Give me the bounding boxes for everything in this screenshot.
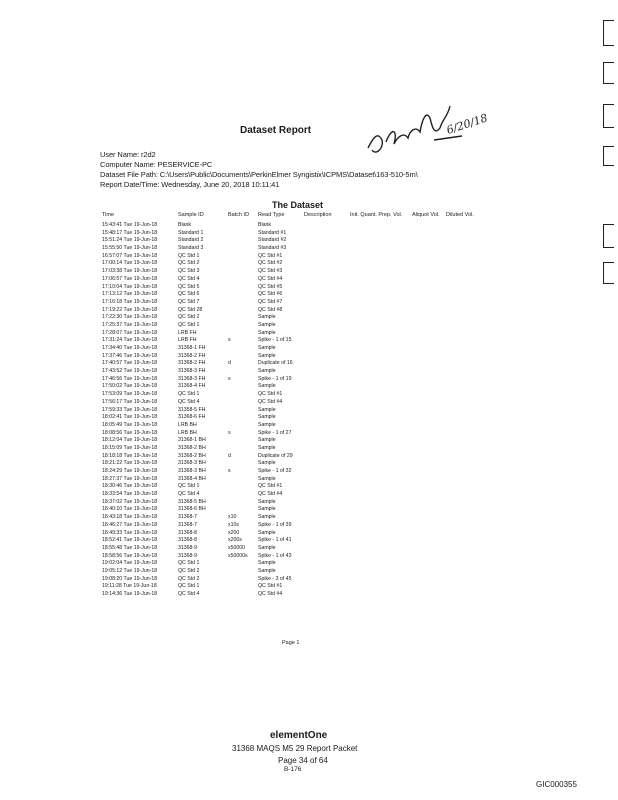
bates-number: GIC000355 [536,780,577,789]
row-sample-id: 31368-8 [178,529,198,536]
table-row [102,453,442,461]
row-read-type: QC Std #1 [258,252,283,259]
row-time: 18:15:09 Tue 19-Jun-18 [102,444,158,451]
table-row [102,506,442,514]
table-row [102,430,442,438]
row-time: 18:52:41 Tue 19-Jun-18 [102,537,158,544]
header-aliquot-vol: Aliquot Vol. [412,212,440,218]
row-sample-id: QC Std 5 [178,283,200,290]
row-time: 17:43:52 Tue 19-Jun-18 [102,368,158,375]
header-sample-id: Sample ID [178,212,204,218]
table-row [102,230,442,238]
row-sample-id: LRB BH [178,429,197,436]
row-sample-id: Blank [178,222,191,228]
table-row [102,583,442,591]
row-sample-id: 31368-1 FH [178,345,206,351]
file-path: Dataset File Path: C:\Users\Public\Documents\PerkinElmer Syngistix\ICPMS\Dataset\163-510-5m\ [100,170,418,179]
row-time: 17:25:37 Tue 19-Jun-18 [102,321,158,328]
row-sample-id: LRB FH [178,337,197,344]
row-read-type: Standard #2 [258,237,287,244]
page-edge-mark [603,62,614,84]
row-sample-id: 31368-2 FH [178,352,206,359]
row-time: 17:22:30 Tue 19-Jun-18 [102,314,158,321]
row-read-type: Standard #1 [258,229,287,236]
row-read-type: Sample [258,498,276,505]
row-read-type: Sample [258,314,276,321]
footer-packet: 31368 MAQS M5 29 Report Packet [232,744,358,753]
row-sample-id: Standard 2 [178,237,204,244]
table-row [102,322,442,330]
row-time: 18:33:54 Tue 19-Jun-18 [102,491,158,498]
row-read-type: Sample [258,383,276,390]
row-sample-id: 31368-2 FH [178,360,206,367]
header-diluted-vol: Diluted Vol. [446,212,474,218]
row-time: 15:51:24 Tue 19-Jun-18 [102,237,158,244]
row-time: 17:59:33 Tue 19-Jun-18 [102,406,158,413]
row-batch-id: x10 [228,514,237,521]
row-read-type: QC Std #1 [258,583,283,590]
row-sample-id: QC Std 1 [178,391,200,398]
table-row [102,422,442,430]
table-row [102,499,442,507]
header-batch-id: Batch ID [228,212,250,218]
table-row [102,330,442,338]
row-read-type: Spike - 1 of 15 [258,337,292,344]
row-read-type: Sample [258,444,276,451]
row-time: 17:19:22 Tue 19-Jun-18 [102,306,158,313]
table-row [102,337,442,345]
row-time: 17:16:18 Tue 19-Jun-18 [102,298,158,305]
row-read-type: Sample [258,437,276,444]
row-sample-id: 31368-3 BH [178,468,206,474]
row-time: 15:43:41 Tue 19-Jun-18 [102,222,158,228]
row-read-type: Spike - 1 of 32 [258,468,292,474]
row-time: 18:08:56 Tue 19-Jun-18 [102,429,158,436]
handwritten-signature [364,96,490,166]
row-sample-id: QC Std 4 [178,275,200,282]
row-time: 18:02:41 Tue 19-Jun-18 [102,414,158,421]
row-time: 17:40:57 Tue 19-Jun-18 [102,360,158,367]
table-row [102,553,442,561]
row-read-type: Sample [258,414,276,421]
table-row [102,445,442,453]
row-sample-id: 31368-7 [178,521,198,528]
table-row [102,391,442,399]
row-time: 19:14:36 Tue 19-Jun-18 [102,591,158,597]
row-sample-id: QC Std 1 [178,583,200,590]
table-row [102,383,442,391]
page-edge-mark [603,146,614,166]
row-sample-id: Standard 1 [178,229,204,236]
row-read-type: Duplicate of 16 [258,360,293,367]
row-read-type: QC Std #7 [258,298,283,305]
header-description: Description [304,212,332,218]
row-sample-id: 31368-5 BH [178,498,206,505]
table-row [102,276,442,284]
row-read-type: Sample [258,544,276,551]
row-time: 16:57:07 Tue 19-Jun-18 [102,252,158,259]
table-row [102,368,442,376]
row-read-type: Sample [258,529,276,536]
signature-date: 6/20/18 [444,111,490,137]
row-sample-id: LRB FH [178,329,197,336]
row-sample-id: QC Std 1 [178,321,200,328]
row-read-type: QC Std #6 [258,291,283,298]
table-row [102,414,442,422]
row-read-type: QC Std #8 [258,306,283,313]
row-time: 15:48:17 Tue 19-Jun-18 [102,229,158,236]
row-time: 17:37:46 Tue 19-Jun-18 [102,352,158,359]
row-time: 19:05:12 Tue 19-Jun-18 [102,567,158,574]
row-time: 17:53:09 Tue 19-Jun-18 [102,391,158,398]
row-read-type: QC Std #1 [258,483,283,490]
row-time: 17:06:57 Tue 19-Jun-18 [102,275,158,282]
row-time: 19:02:04 Tue 19-Jun-18 [102,560,158,567]
table-row [102,560,442,568]
dataset-table [102,222,442,599]
table-row [102,476,442,484]
row-time: 18:05:49 Tue 19-Jun-18 [102,421,158,428]
row-read-type: QC Std #3 [258,268,283,275]
row-sample-id: 31368-2 BH [178,444,206,451]
row-read-type: QC Std #2 [258,260,283,267]
row-read-type: QC Std #5 [258,283,283,290]
row-time: 17:03:38 Tue 19-Jun-18 [102,268,158,275]
row-sample-id: 31368-3 FH [178,368,206,375]
page-edge-mark [603,104,614,128]
row-read-type: Spike - 3 of 45 [258,575,292,582]
row-sample-id: QC Std 1 [178,483,200,490]
row-time: 18:24:29 Tue 19-Jun-18 [102,468,158,474]
row-read-type: Sample [258,345,276,351]
row-batch-id: x10s [228,521,239,528]
table-row [102,253,442,261]
row-read-type: Sample [258,421,276,428]
row-time: 18:37:02 Tue 19-Jun-18 [102,498,158,505]
row-read-type: Sample [258,352,276,359]
row-read-type: Spike - 1 of 41 [258,537,292,544]
row-time: 17:50:02 Tue 19-Jun-18 [102,383,158,390]
table-row [102,522,442,530]
row-time: 18:18:18 Tue 19-Jun-18 [102,452,158,459]
header-init-quant: Init. Quant. Prep. Vol. [350,212,403,218]
header-read-type: Read Type [258,212,285,218]
page-edge-mark [603,224,614,248]
row-sample-id: 31368-3 BH [178,460,206,467]
row-time: 18:12:04 Tue 19-Jun-18 [102,437,158,444]
row-sample-id: 31368-4 FH [178,383,206,390]
row-sample-id: QC Std 6 [178,291,200,298]
row-sample-id: 31368-9 [178,552,198,559]
footer-page: Page 34 of 64 [278,756,328,765]
row-time: 18:55:48 Tue 19-Jun-18 [102,544,158,551]
row-time: 17:46:56 Tue 19-Jun-18 [102,375,158,382]
user-name: User Name: r2d2 [100,150,156,159]
row-read-type: Blank [258,222,271,228]
row-time: 17:10:04 Tue 19-Jun-18 [102,283,158,290]
table-row [102,483,442,491]
row-read-type: Spike - 1 of 19 [258,375,292,382]
row-time: 18:49:33 Tue 19-Jun-18 [102,529,158,536]
row-read-type: Sample [258,321,276,328]
row-sample-id: LRB BH [178,421,197,428]
row-time: 15:55:50 Tue 19-Jun-18 [102,245,158,252]
row-batch-id: x50000s [228,552,248,559]
row-read-type: Sample [258,368,276,375]
row-batch-id: x200s [228,537,242,544]
row-batch-id: d [228,360,231,367]
table-row [102,291,442,299]
row-read-type: Spike - 1 of 27 [258,429,292,436]
row-read-type: QC Std #4 [258,398,283,405]
table-row [102,545,442,553]
row-read-type: Sample [258,506,276,513]
row-sample-id: QC Std 28 [178,306,203,313]
table-row [102,537,442,545]
row-sample-id: 31368-2 BH [178,452,206,459]
table-row [102,514,442,522]
row-batch-id: x200 [228,529,240,536]
table-row [102,437,442,445]
report-title: Dataset Report [240,125,312,136]
table-row [102,407,442,415]
table-row [102,284,442,292]
row-read-type: Sample [258,329,276,336]
row-read-type: Spike - 1 of 39 [258,521,292,528]
dataset-title: The Dataset [272,200,324,210]
row-read-type: QC Std #1 [258,391,283,398]
row-sample-id: 31368-6 BH [178,506,206,513]
row-batch-id: s [228,468,231,474]
row-sample-id: QC Std 2 [178,575,200,582]
row-time: 17:00:14 Tue 19-Jun-18 [102,260,158,267]
row-read-type: Sample [258,460,276,467]
page-label: Page 1 [282,640,300,646]
row-time: 17:34:40 Tue 19-Jun-18 [102,345,158,351]
row-time: 18:27:37 Tue 19-Jun-18 [102,475,158,482]
table-row [102,245,442,253]
table-row [102,260,442,268]
table-row [102,376,442,384]
row-sample-id: Standard 3 [178,245,204,252]
row-sample-id: 31368-9 [178,544,198,551]
row-sample-id: QC Std 2 [178,260,200,267]
page-edge-mark [603,262,614,284]
row-read-type: Sample [258,560,276,567]
row-read-type: QC Std #4 [258,591,283,597]
table-row [102,568,442,576]
table-row [102,591,442,599]
row-batch-id: d [228,452,231,459]
table-row [102,299,442,307]
page-edge-mark [603,20,614,46]
row-sample-id: QC Std 1 [178,560,200,567]
row-sample-id: 31368-8 [178,537,198,544]
header-time: Time [102,212,115,218]
row-sample-id: QC Std 3 [178,268,200,275]
table-row [102,530,442,538]
row-time: 18:58:56 Tue 19-Jun-18 [102,552,158,559]
table-row [102,576,442,584]
row-sample-id: 31368-1 BH [178,437,206,444]
table-row [102,307,442,315]
row-batch-id: s [228,337,231,344]
row-sample-id: 31358-5 FH [178,406,206,413]
table-row [102,314,442,322]
row-read-type: Duplicate of 29 [258,452,293,459]
table-row [102,468,442,476]
row-sample-id: QC Std 4 [178,491,200,498]
table-row [102,491,442,499]
row-sample-id: QC Std 2 [178,567,200,574]
handwritten-page-number: B-176 [284,766,302,773]
row-time: 17:13:12 Tue 19-Jun-18 [102,291,158,298]
row-sample-id: QC Std 2 [178,314,200,321]
table-row [102,268,442,276]
row-batch-id: s [228,375,231,382]
row-read-type: Sample [258,406,276,413]
row-read-type: Standard #3 [258,245,287,252]
row-read-type: Sample [258,567,276,574]
row-read-type: Sample [258,514,276,521]
row-sample-id: 31368-7 [178,514,198,521]
row-read-type: Spike - 1 of 43 [258,552,292,559]
row-sample-id: QC Std 7 [178,298,200,305]
table-row [102,222,442,230]
row-time: 18:30:46 Tue 19-Jun-18 [102,483,158,490]
row-time: 17:31:24 Tue 19-Jun-18 [102,337,158,344]
table-row [102,460,442,468]
row-sample-id: 31368-3 FH [178,375,206,382]
row-read-type: Sample [258,475,276,482]
row-sample-id: QC Std 1 [178,252,200,259]
row-time: 19:08:20 Tue 19-Jun-18 [102,575,158,582]
row-batch-id: s [228,429,231,436]
row-batch-id: x50000 [228,544,246,551]
row-sample-id: 31368-4 BH [178,475,206,482]
row-read-type: QC Std #4 [258,275,283,282]
row-time: 18:21:22 Tue 19-Jun-18 [102,460,158,467]
footer-brand: elementOne [270,730,328,741]
row-time: 18:43:18 Tue 19-Jun-18 [102,514,158,521]
row-sample-id: 31368-6 FH [178,414,206,421]
report-datetime: Report Date/Time: Wednesday, June 20, 2018 10:11:41 [100,180,280,189]
table-row [102,360,442,368]
row-time: 19:11:28 Tue 19-Jun-18 [102,583,157,590]
row-read-type: QC Std #4 [258,491,283,498]
table-row [102,237,442,245]
row-time: 18:40:10 Tue 19-Jun-18 [102,506,158,513]
table-row [102,345,442,353]
row-sample-id: QC Std 4 [178,591,200,597]
computer-name: Computer Name: PESERVICE-PC [100,160,213,169]
row-time: 17:56:17 Tue 19-Jun-18 [102,398,158,405]
table-row [102,399,442,407]
row-sample-id: QC Std 4 [178,398,200,405]
table-row [102,353,442,361]
row-time: 17:28:07 Tue 19-Jun-18 [102,329,158,336]
row-time: 18:46:27 Tue 19-Jun-18 [102,521,158,528]
